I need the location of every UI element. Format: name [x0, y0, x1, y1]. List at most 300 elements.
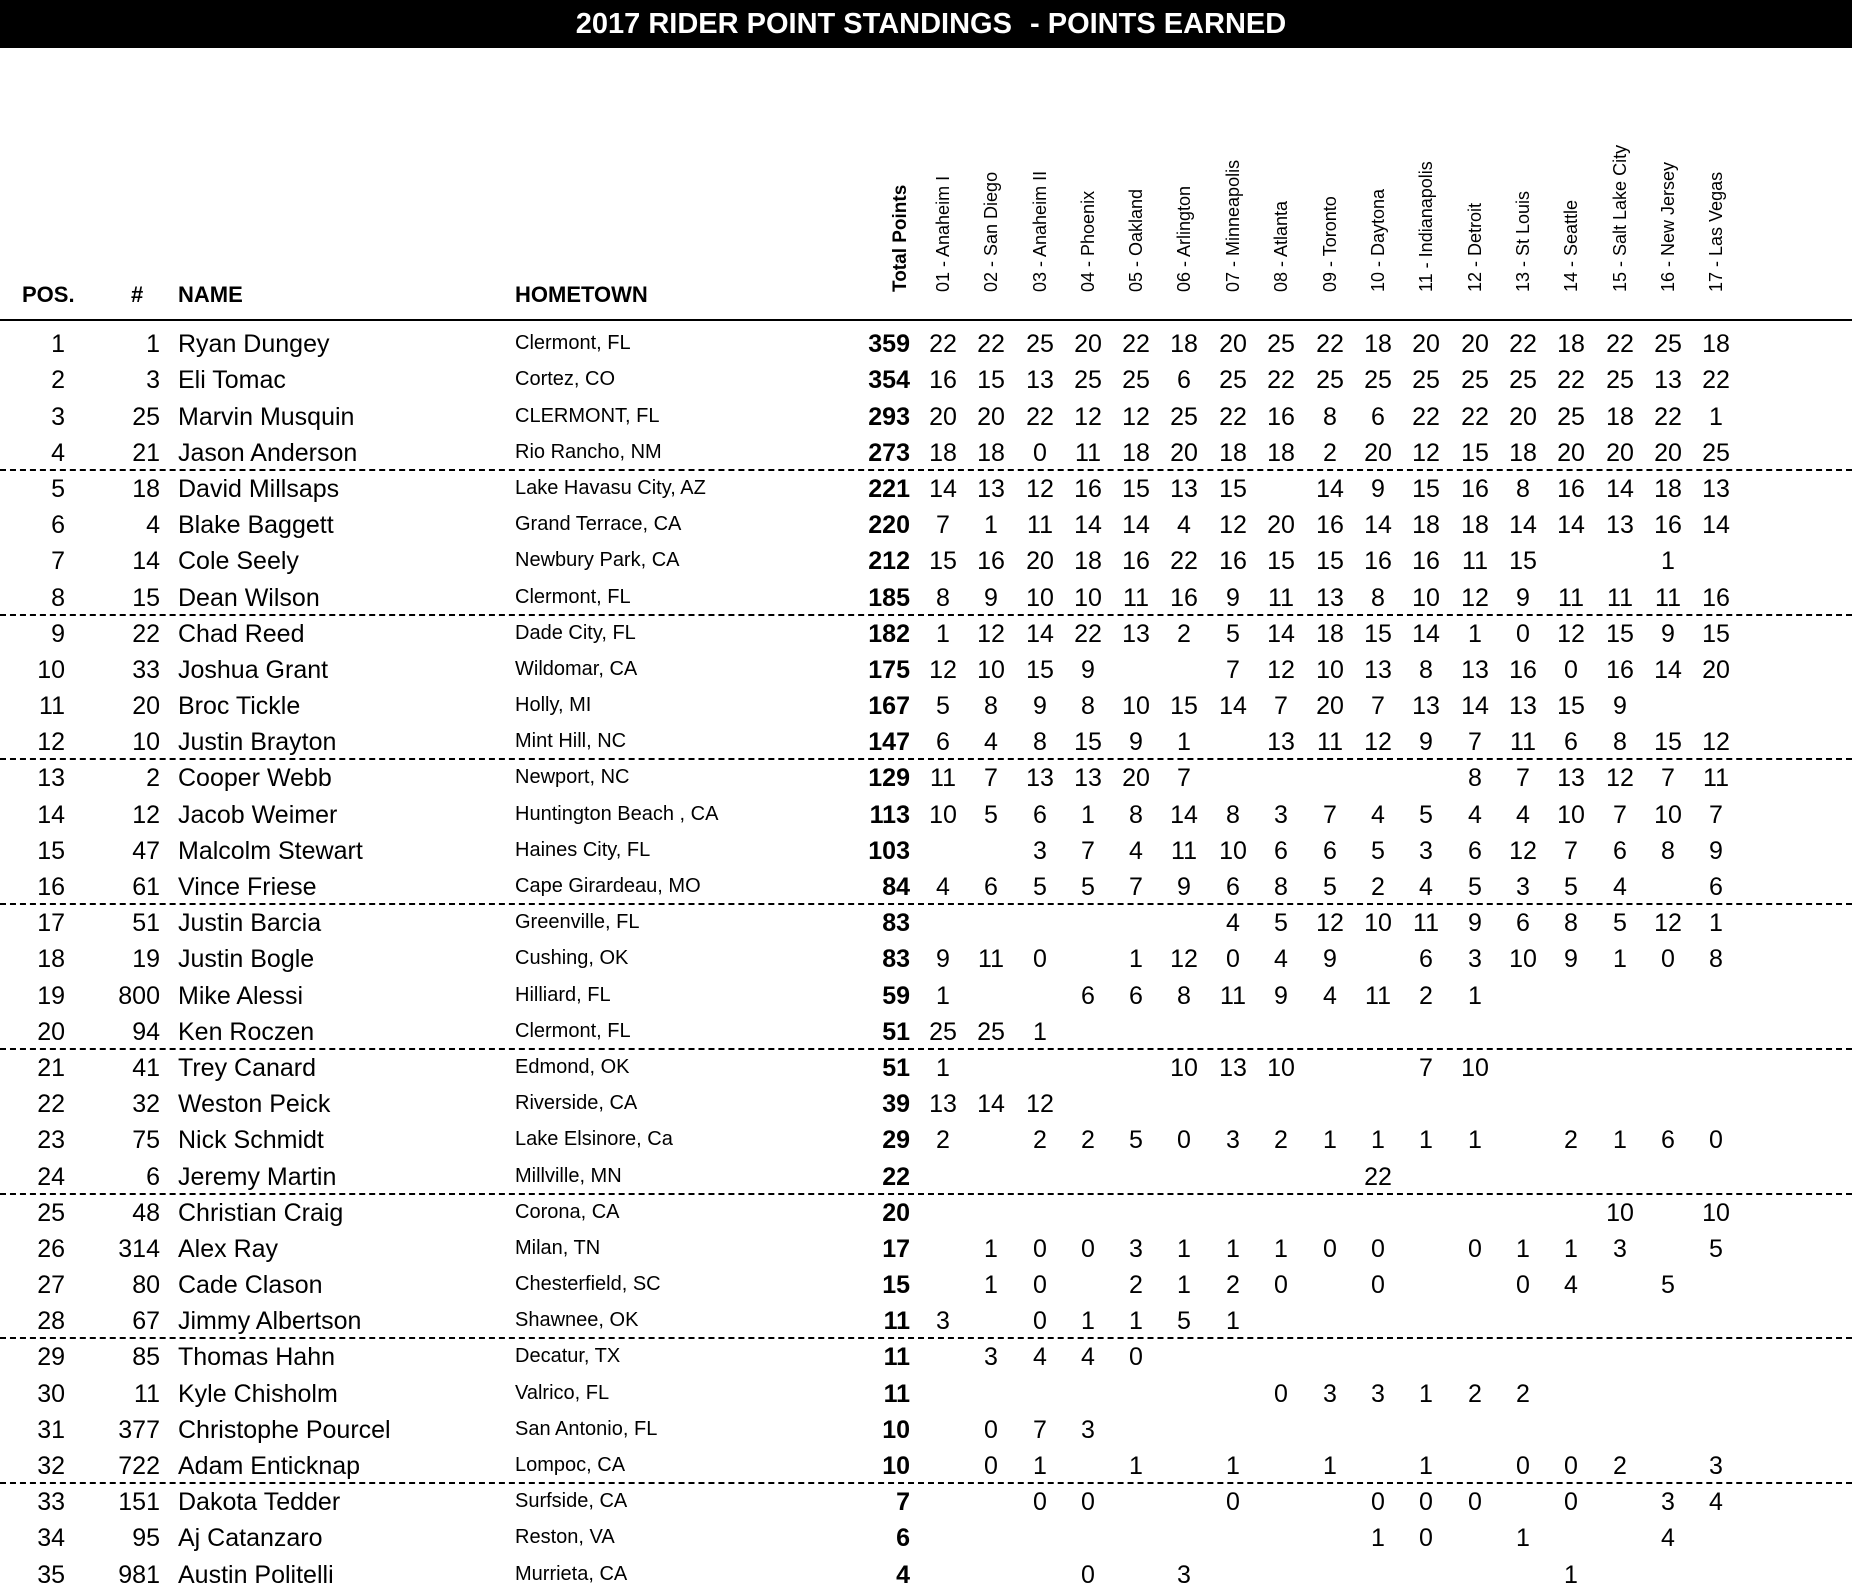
- round-points: 2: [1371, 873, 1385, 901]
- table-row: [0, 1155, 1852, 1191]
- table-row: [0, 1228, 1852, 1264]
- rider-position: 13: [37, 764, 65, 793]
- rider-hometown: Shawnee, OK: [515, 1309, 639, 1332]
- round-points: 8: [1661, 836, 1675, 865]
- rider-hometown: Clermont, FL: [515, 332, 631, 355]
- round-points: 0: [1081, 1488, 1095, 1517]
- round-points: 0: [1033, 945, 1047, 974]
- rider-name: Eli Tomac: [178, 366, 286, 395]
- round-points: 8: [1468, 764, 1482, 793]
- round-points: 1: [1033, 1452, 1047, 1480]
- round-points: 20: [1461, 330, 1489, 359]
- total-points: 220: [868, 511, 910, 540]
- round-header: 17 - Las Vegas: [1706, 171, 1726, 292]
- round-points: 13: [1702, 474, 1730, 503]
- round-points: 11: [1703, 764, 1729, 793]
- round-points: 1: [1177, 1234, 1191, 1263]
- round-points: 11: [1558, 583, 1584, 612]
- round-points: 11: [1317, 728, 1343, 757]
- round-points: 6: [1661, 1126, 1675, 1155]
- round-points: 7: [1516, 764, 1530, 793]
- round-points: 18: [1606, 402, 1634, 431]
- round-points: 25: [1219, 366, 1247, 395]
- round-points: 10: [1170, 1053, 1198, 1082]
- round-points: 20: [1316, 692, 1344, 721]
- round-points: 25: [1509, 366, 1537, 395]
- round-points: 4: [1371, 800, 1385, 829]
- round-points: 2: [1033, 1126, 1047, 1155]
- round-points: 18: [1654, 474, 1682, 503]
- round-points: 3: [1177, 1560, 1191, 1589]
- total-points: 273: [868, 438, 910, 467]
- rider-number: 41: [132, 1053, 160, 1082]
- round-points: 6: [1516, 909, 1530, 938]
- rider-number: 4: [146, 511, 160, 540]
- table-row: [0, 866, 1852, 902]
- table-row: [0, 468, 1852, 504]
- round-points: 8: [1274, 873, 1288, 901]
- round-points: 0: [1371, 1488, 1385, 1517]
- round-points: 12: [1461, 583, 1489, 612]
- round-points: 4: [1613, 873, 1627, 901]
- round-points: 20: [1412, 330, 1440, 359]
- rider-hometown: Millville, MN: [515, 1164, 622, 1187]
- round-points: 9: [1177, 873, 1191, 901]
- round-points: 5: [1323, 873, 1337, 901]
- table-row: [0, 1553, 1852, 1589]
- round-points: 1: [1177, 728, 1191, 757]
- round-points: 3: [1323, 1379, 1337, 1408]
- round-header: 13 - St Louis: [1513, 190, 1533, 292]
- round-points: 0: [1419, 1488, 1433, 1517]
- round-points: 3: [984, 1343, 998, 1372]
- round-header: 09 - Toronto: [1320, 196, 1340, 292]
- round-points: 5: [1081, 873, 1095, 901]
- round-points: 18: [1122, 438, 1150, 467]
- rider-hometown: Wildomar, CA: [515, 657, 638, 680]
- round-points: 16: [1219, 547, 1247, 576]
- table-row: [0, 1372, 1852, 1408]
- round-points: 3: [1033, 836, 1047, 865]
- round-points: 6: [1274, 836, 1288, 865]
- round-points: 1: [1419, 1379, 1433, 1408]
- round-points: 12: [1316, 909, 1344, 938]
- round-points: 20: [1219, 330, 1247, 359]
- round-points: 14: [1606, 474, 1634, 503]
- table-row: [0, 576, 1852, 612]
- rider-number: 95: [132, 1524, 160, 1553]
- rider-position: 26: [37, 1234, 65, 1263]
- rider-number: 85: [132, 1343, 160, 1372]
- rider-hometown: Clermont, FL: [515, 585, 631, 608]
- rider-name: Joshua Grant: [178, 655, 329, 684]
- round-points: 9: [1564, 945, 1578, 974]
- round-points: 5: [1371, 836, 1385, 865]
- round-points: 12: [1557, 619, 1585, 648]
- round-points: 18: [1557, 330, 1585, 359]
- round-points: 9: [984, 583, 998, 612]
- rider-number: 21: [132, 438, 160, 467]
- round-points: 11: [1268, 583, 1294, 612]
- round-points: 7: [936, 511, 950, 540]
- rider-number: 6: [146, 1162, 160, 1191]
- round-points: 7: [1226, 655, 1240, 684]
- round-points: 1: [1468, 981, 1482, 1010]
- round-points: 11: [1365, 981, 1391, 1010]
- rider-name: Cole Seely: [178, 547, 299, 576]
- rider-number: 377: [118, 1415, 160, 1444]
- round-points: 15: [1654, 728, 1682, 757]
- round-points: 20: [1122, 764, 1150, 793]
- rider-name: David Millsaps: [178, 474, 340, 503]
- round-header: 04 - Phoenix: [1078, 190, 1098, 292]
- round-points: 2: [1226, 1271, 1240, 1300]
- round-points: 5: [1661, 1271, 1675, 1300]
- rider-number: 2: [146, 764, 160, 793]
- round-points: 4: [1323, 981, 1337, 1010]
- total-points: 83: [882, 909, 910, 938]
- round-points: 7: [1709, 800, 1723, 829]
- round-points: 25: [1461, 366, 1489, 395]
- rider-hometown: Lake Havasu City, AZ: [515, 476, 706, 499]
- rider-number: 20: [132, 692, 160, 721]
- round-points: 8: [1371, 583, 1385, 612]
- rider-position: 14: [37, 800, 65, 829]
- total-points: 359: [868, 330, 910, 359]
- round-points: 1: [1081, 800, 1095, 829]
- round-points: 1: [1564, 1234, 1578, 1263]
- round-points: 2: [1419, 981, 1433, 1010]
- round-points: 8: [1564, 909, 1578, 938]
- round-points: 1: [1226, 1452, 1240, 1480]
- round-points: 12: [1026, 474, 1054, 503]
- rider-hometown: Cushing, OK: [515, 947, 629, 970]
- round-points: 15: [1316, 547, 1344, 576]
- rider-number: 48: [132, 1198, 160, 1227]
- total-points: 11: [883, 1343, 910, 1372]
- column-header-pos: POS.: [22, 282, 75, 307]
- table-row: [0, 540, 1852, 576]
- round-points: 0: [1274, 1271, 1288, 1300]
- total-points: 10: [882, 1415, 910, 1444]
- round-points: 1: [1274, 1234, 1288, 1263]
- rider-name: Christophe Pourcel: [178, 1415, 391, 1444]
- round-points: 1: [1129, 1307, 1143, 1336]
- total-points: 129: [868, 764, 910, 793]
- round-points: 4: [1274, 945, 1288, 974]
- round-header: 14 - Seattle: [1561, 199, 1581, 292]
- round-points: 25: [1702, 438, 1730, 467]
- round-points: 7: [1613, 800, 1627, 829]
- round-points: 3: [1419, 836, 1433, 865]
- round-points: 15: [1122, 474, 1150, 503]
- round-points: 13: [1557, 764, 1585, 793]
- round-points: 0: [984, 1415, 998, 1444]
- round-points: 12: [1267, 655, 1295, 684]
- round-points: 6: [1129, 981, 1143, 1010]
- table-row: [0, 1409, 1852, 1445]
- round-points: 10: [1219, 836, 1247, 865]
- round-points: 1: [1177, 1271, 1191, 1300]
- column-header-name: NAME: [178, 282, 243, 307]
- rider-number: 1: [146, 330, 160, 359]
- round-points: 5: [1613, 909, 1627, 938]
- round-points: 6: [1419, 945, 1433, 974]
- round-points: 20: [1509, 402, 1537, 431]
- round-header: 06 - Arlington: [1174, 185, 1194, 292]
- total-points: 22: [882, 1162, 910, 1191]
- round-points: 5: [1226, 619, 1240, 648]
- rider-position: 22: [37, 1090, 65, 1119]
- round-points: 15: [1219, 474, 1247, 503]
- round-points: 13: [1316, 583, 1344, 612]
- rider-position: 16: [37, 873, 65, 901]
- round-points: 1: [1661, 547, 1675, 576]
- round-points: 20: [1267, 511, 1295, 540]
- round-points: 10: [1026, 583, 1054, 612]
- round-points: 1: [1613, 1126, 1627, 1155]
- round-points: 1: [1709, 909, 1723, 938]
- round-points: 14: [1074, 511, 1102, 540]
- round-points: 12: [1122, 402, 1150, 431]
- round-points: 7: [1564, 836, 1578, 865]
- round-points: 6: [1709, 873, 1723, 901]
- rider-hometown: Valrico, FL: [515, 1381, 610, 1404]
- round-points: 25: [1654, 330, 1682, 359]
- round-points: 7: [984, 764, 998, 793]
- rider-name: Broc Tickle: [178, 692, 301, 721]
- round-points: 25: [1074, 366, 1102, 395]
- round-points: 11: [1510, 728, 1536, 757]
- rider-number: 61: [132, 873, 160, 901]
- round-points: 14: [1702, 511, 1730, 540]
- round-points: 15: [1170, 692, 1198, 721]
- round-points: 3: [1468, 945, 1482, 974]
- rider-name: Austin Politelli: [178, 1560, 334, 1589]
- round-points: 20: [1170, 438, 1198, 467]
- round-points: 5: [984, 800, 998, 829]
- round-points: 15: [1509, 547, 1537, 576]
- round-points: 0: [1516, 1271, 1530, 1300]
- round-points: 22: [1412, 402, 1440, 431]
- round-points: 16: [1509, 655, 1537, 684]
- round-points: 13: [1219, 1053, 1247, 1082]
- rider-position: 31: [37, 1415, 65, 1444]
- rider-name: Trey Canard: [178, 1053, 317, 1082]
- round-points: 1: [1371, 1524, 1385, 1553]
- round-points: 0: [1419, 1524, 1433, 1553]
- round-points: 20: [1364, 438, 1392, 467]
- table-row: [0, 323, 1852, 359]
- rider-name: Jimmy Albertson: [178, 1307, 362, 1336]
- round-points: 25: [1267, 330, 1295, 359]
- round-points: 7: [1274, 692, 1288, 721]
- round-points: 14: [1170, 800, 1198, 829]
- round-points: 25: [1122, 366, 1150, 395]
- round-points: 2: [936, 1126, 950, 1155]
- round-points: 5: [1564, 873, 1578, 901]
- round-header: 10 - Daytona: [1368, 188, 1388, 292]
- round-points: 22: [1509, 330, 1537, 359]
- table-row: [0, 395, 1852, 431]
- table-row: [0, 1264, 1852, 1300]
- round-points: 11: [1027, 511, 1053, 540]
- round-points: 1: [1468, 1126, 1482, 1155]
- round-points: 9: [1468, 909, 1482, 938]
- round-points: 0: [1081, 1234, 1095, 1263]
- round-points: 18: [1461, 511, 1489, 540]
- rider-number: 314: [118, 1234, 160, 1263]
- total-points: 167: [868, 692, 910, 721]
- round-header: 15 - Salt Lake City: [1610, 144, 1630, 292]
- round-points: 8: [936, 583, 950, 612]
- table-row: [0, 613, 1852, 649]
- round-points: 0: [1274, 1379, 1288, 1408]
- round-points: 22: [1461, 402, 1489, 431]
- rider-number: 11: [134, 1379, 160, 1408]
- round-points: 22: [929, 330, 957, 359]
- rider-name: Nick Schmidt: [178, 1126, 324, 1155]
- round-points: 0: [1516, 619, 1530, 648]
- round-points: 15: [1026, 655, 1054, 684]
- rider-name: Jacob Weimer: [178, 800, 338, 829]
- rider-hometown: Newbury Park, CA: [515, 549, 680, 572]
- total-points: 59: [882, 981, 910, 1010]
- rider-number: 15: [132, 583, 160, 612]
- rider-position: 29: [37, 1343, 65, 1372]
- rider-hometown: Murrieta, CA: [515, 1562, 628, 1585]
- round-points: 8: [1226, 800, 1240, 829]
- round-points: 16: [1702, 583, 1730, 612]
- round-points: 8: [1709, 945, 1723, 974]
- rider-hometown: Clermont, FL: [515, 1019, 631, 1042]
- rider-number: 80: [132, 1271, 160, 1300]
- total-points: 212: [868, 547, 910, 576]
- rider-hometown: Mint Hill, NC: [515, 730, 627, 753]
- round-points: 11: [978, 945, 1004, 974]
- round-points: 12: [1509, 836, 1537, 865]
- round-header: 08 - Atlanta: [1271, 200, 1291, 292]
- round-points: 2: [1323, 438, 1337, 467]
- rider-position: 19: [37, 981, 65, 1010]
- round-points: 25: [977, 1017, 1005, 1046]
- header-rule: [0, 319, 1852, 321]
- table-row: [0, 1300, 1852, 1336]
- round-points: 12: [1606, 764, 1634, 793]
- round-points: 1: [1323, 1126, 1337, 1155]
- rider-hometown: Dade City, FL: [515, 621, 636, 644]
- round-points: 4: [1709, 1488, 1723, 1517]
- round-points: 15: [929, 547, 957, 576]
- title-bar: [0, 0, 1852, 48]
- rider-name: Blake Baggett: [178, 511, 334, 540]
- rider-position: 27: [37, 1271, 65, 1300]
- rider-position: 28: [37, 1307, 65, 1336]
- round-points: 13: [977, 474, 1005, 503]
- round-points: 25: [1557, 402, 1585, 431]
- round-points: 8: [1516, 474, 1530, 503]
- round-points: 15: [1606, 619, 1634, 648]
- rider-position: 8: [51, 583, 65, 612]
- round-points: 13: [1461, 655, 1489, 684]
- round-header: 01 - Anaheim I: [933, 175, 953, 292]
- round-points: 8: [1323, 402, 1337, 431]
- table-row: [0, 830, 1852, 866]
- round-points: 16: [1557, 474, 1585, 503]
- round-points: 10: [977, 655, 1005, 684]
- round-points: 7: [1323, 800, 1337, 829]
- rider-hometown: Holly, MI: [515, 694, 592, 717]
- round-points: 7: [1177, 764, 1191, 793]
- round-points: 8: [1419, 655, 1433, 684]
- round-points: 18: [1316, 619, 1344, 648]
- round-points: 16: [1316, 511, 1344, 540]
- round-header: 03 - Anaheim II: [1030, 170, 1050, 292]
- round-points: 1: [1516, 1234, 1530, 1263]
- round-points: 0: [1081, 1560, 1095, 1589]
- round-points: 18: [1267, 438, 1295, 467]
- round-points: 1: [936, 1053, 950, 1082]
- total-points: 185: [868, 583, 910, 612]
- round-points: 7: [1468, 728, 1482, 757]
- column-header-number: #: [131, 282, 144, 307]
- round-points: 8: [1129, 800, 1143, 829]
- rider-number: 3: [146, 366, 160, 395]
- round-points: 14: [1654, 655, 1682, 684]
- rider-position: 34: [37, 1524, 65, 1553]
- round-points: 4: [936, 873, 950, 901]
- round-points: 4: [1516, 800, 1530, 829]
- round-points: 0: [1468, 1488, 1482, 1517]
- round-points: 0: [1564, 1488, 1578, 1517]
- round-points: 8: [1033, 728, 1047, 757]
- rider-position: 6: [51, 511, 65, 540]
- round-points: 2: [1564, 1126, 1578, 1155]
- rider-hometown: CLERMONT, FL: [515, 404, 660, 427]
- round-points: 16: [1122, 547, 1150, 576]
- round-points: 13: [1509, 692, 1537, 721]
- column-header-hometown: HOMETOWN: [515, 282, 648, 307]
- round-points: 8: [1081, 692, 1095, 721]
- rider-position: 25: [37, 1198, 65, 1227]
- rider-name: Ken Roczen: [178, 1017, 315, 1046]
- round-points: 2: [1516, 1379, 1530, 1408]
- round-points: 6: [936, 728, 950, 757]
- round-points: 5: [1033, 873, 1047, 901]
- round-points: 1: [1323, 1452, 1337, 1480]
- round-points: 6: [1177, 366, 1191, 395]
- round-points: 11: [930, 764, 956, 793]
- round-points: 14: [1316, 474, 1344, 503]
- round-points: 6: [984, 873, 998, 901]
- rider-hometown: Corona, CA: [515, 1200, 620, 1223]
- total-points: 11: [883, 1379, 910, 1408]
- round-points: 22: [1316, 330, 1344, 359]
- round-points: 3: [1274, 800, 1288, 829]
- table-row: [0, 1119, 1852, 1155]
- round-points: 10: [1702, 1198, 1730, 1227]
- rider-name: Thomas Hahn: [178, 1343, 336, 1372]
- round-points: 3: [936, 1307, 950, 1336]
- round-points: 7: [1129, 873, 1143, 901]
- column-header-total: Total Points: [890, 184, 911, 292]
- round-points: 10: [929, 800, 957, 829]
- rider-hometown: Surfside, CA: [515, 1490, 628, 1513]
- rider-name: Jason Anderson: [178, 438, 358, 467]
- round-points: 20: [1557, 438, 1585, 467]
- round-points: 10: [1122, 692, 1150, 721]
- total-points: 293: [868, 402, 910, 431]
